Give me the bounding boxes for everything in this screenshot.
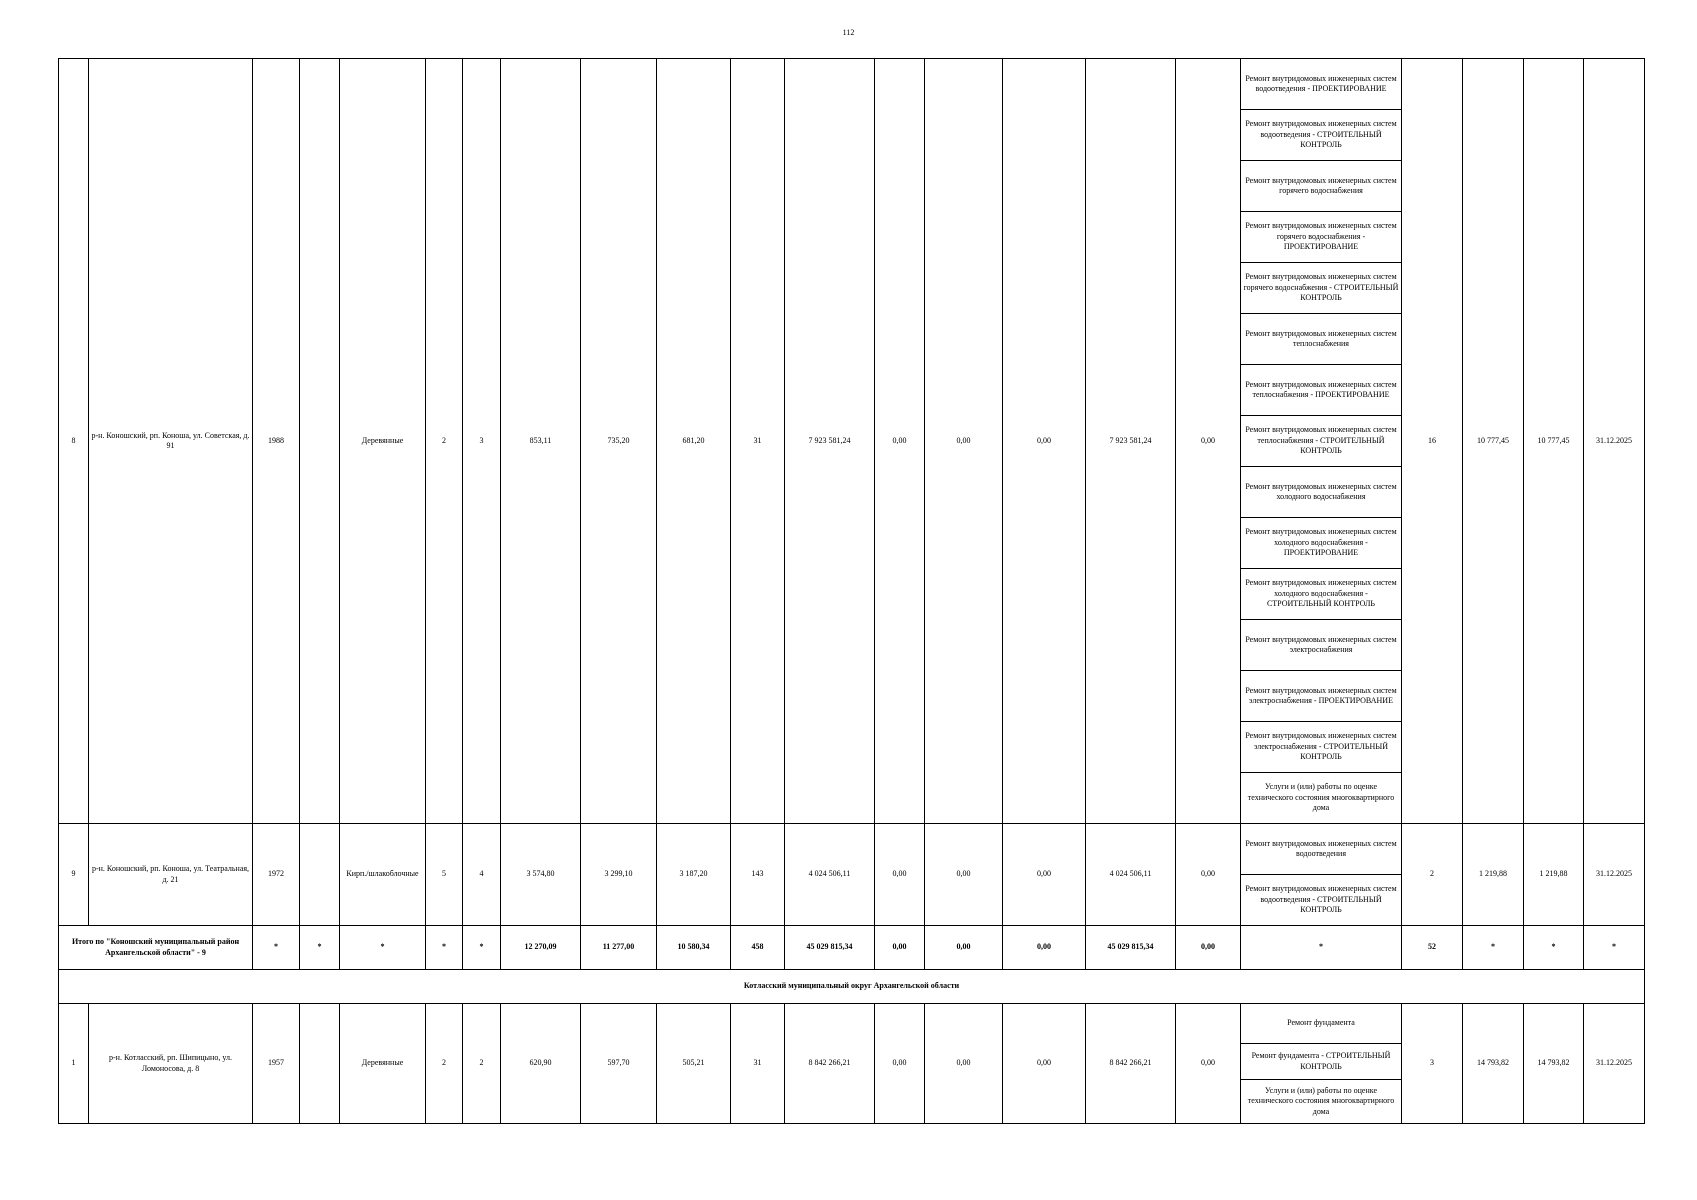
area-living-cell: 681,20	[657, 59, 731, 824]
work-item: Ремонт внутридомовых инженерных систем водоотведения - СТРОИТЕЛЬНЫЙ КОНТРОЛЬ	[1241, 875, 1402, 926]
total-area-total: 12 270,09	[501, 926, 581, 970]
works-count-cell: 3	[1402, 1004, 1463, 1124]
page-number: 112	[842, 28, 855, 37]
work-item: Ремонт внутридомовых инженерных систем электроснабжения - СТРОИТЕЛЬНЫЙ КОНТРОЛЬ	[1241, 722, 1402, 773]
floors-cell: 2	[426, 1004, 463, 1124]
work-item: Ремонт внутридомовых инженерных систем холодного водоснабжения - ПРОЕКТИРОВАНИЕ	[1241, 518, 1402, 569]
row-number: 1	[59, 1004, 89, 1124]
fund-local-cell: 0,00	[1003, 824, 1086, 926]
entrances-cell: 4	[463, 824, 501, 926]
area-total-cell: 620,90	[501, 1004, 581, 1124]
total-area-premises: 11 277,00	[581, 926, 657, 970]
cost-total-cell: 4 024 506,11	[785, 824, 875, 926]
total-fund-other: 0,00	[1176, 926, 1241, 970]
total-star: *	[1584, 926, 1645, 970]
fund-owners-cell: 4 024 506,11	[1086, 824, 1176, 926]
cost-total-cell: 7 923 581,24	[785, 59, 875, 824]
fund-other-cell: 0,00	[1176, 1004, 1241, 1124]
area-premises-cell: 735,20	[581, 59, 657, 824]
unit-cost-limit-cell: 14 793,82	[1524, 1004, 1584, 1124]
year2-cell	[300, 1004, 340, 1124]
fund-federal-cell: 0,00	[875, 1004, 925, 1124]
fund-federal-cell: 0,00	[875, 824, 925, 926]
total-star: *	[340, 926, 426, 970]
total-fund-regional: 0,00	[925, 926, 1003, 970]
deadline-cell: 31.12.2025	[1584, 824, 1645, 926]
work-item: Ремонт внутридомовых инженерных систем теплоснабжения - ПРОЕКТИРОВАНИЕ	[1241, 365, 1402, 416]
cost-total-cell: 8 842 266,21	[785, 1004, 875, 1124]
works-count-cell: 2	[1402, 824, 1463, 926]
fund-owners-cell: 8 842 266,21	[1086, 1004, 1176, 1124]
address-cell: р-н. Коношский, рп. Коноша, ул. Театральная, д. 21	[89, 824, 253, 926]
total-star: *	[426, 926, 463, 970]
area-total-cell: 853,11	[501, 59, 581, 824]
total-fund-owners: 45 029 815,34	[1086, 926, 1176, 970]
fund-regional-cell: 0,00	[925, 824, 1003, 926]
table-row	[59, 1004, 1645, 1044]
work-item: Ремонт внутридомовых инженерных систем водоотведения	[1241, 824, 1402, 875]
area-total-cell: 3 574,80	[501, 824, 581, 926]
area-living-cell: 505,21	[657, 1004, 731, 1124]
work-item: Ремонт фундамента - СТРОИТЕЛЬНЫЙ КОНТРОЛЬ	[1241, 1044, 1402, 1080]
residents-cell: 31	[731, 1004, 785, 1124]
capital-repair-table	[58, 58, 1645, 1124]
total-star: *	[253, 926, 300, 970]
register-sheet	[58, 58, 1645, 1124]
floors-cell: 5	[426, 824, 463, 926]
deadline-cell: 31.12.2025	[1584, 59, 1645, 824]
work-item: Ремонт внутридомовых инженерных систем электроснабжения	[1241, 620, 1402, 671]
year-cell: 1988	[253, 59, 300, 824]
deadline-cell: 31.12.2025	[1584, 1004, 1645, 1124]
total-star: *	[463, 926, 501, 970]
work-item: Ремонт фундамента	[1241, 1004, 1402, 1044]
total-row	[59, 926, 1645, 970]
row-number: 8	[59, 59, 89, 824]
total-works-count: 52	[1402, 926, 1463, 970]
fund-local-cell: 0,00	[1003, 59, 1086, 824]
unit-cost-cell: 1 219,88	[1463, 824, 1524, 926]
fund-local-cell: 0,00	[1003, 1004, 1086, 1124]
year2-cell	[300, 824, 340, 926]
work-item: Ремонт внутридомовых инженерных систем горячего водоснабжения	[1241, 161, 1402, 212]
year-cell: 1957	[253, 1004, 300, 1124]
total-label: Итого по "Коношский муниципальный район Архангельской области" - 9	[59, 926, 253, 970]
fund-regional-cell: 0,00	[925, 59, 1003, 824]
fund-federal-cell: 0,00	[875, 59, 925, 824]
unit-cost-limit-cell: 1 219,88	[1524, 824, 1584, 926]
total-fund-local: 0,00	[1003, 926, 1086, 970]
total-residents: 458	[731, 926, 785, 970]
total-fund-federal: 0,00	[875, 926, 925, 970]
work-item: Ремонт внутридомовых инженерных систем холодного водоснабжения	[1241, 467, 1402, 518]
work-item: Ремонт внутридомовых инженерных систем теплоснабжения - СТРОИТЕЛЬНЫЙ КОНТРОЛЬ	[1241, 416, 1402, 467]
work-item: Услуги и (или) работы по оценке технического состояния многоквартирного дома	[1241, 1080, 1402, 1124]
work-item: Ремонт внутридомовых инженерных систем горячего водоснабжения - СТРОИТЕЛЬНЫЙ КОНТРОЛЬ	[1241, 263, 1402, 314]
fund-regional-cell: 0,00	[925, 1004, 1003, 1124]
work-item: Ремонт внутридомовых инженерных систем горячего водоснабжения - ПРОЕКТИРОВАНИЕ	[1241, 212, 1402, 263]
residents-cell: 143	[731, 824, 785, 926]
total-star: *	[300, 926, 340, 970]
total-area-living: 10 580,34	[657, 926, 731, 970]
table-row	[59, 59, 1645, 110]
address-cell: р-н. Котласский, рп. Шипицыно, ул. Ломоносова, д. 8	[89, 1004, 253, 1124]
entrances-cell: 3	[463, 59, 501, 824]
fund-other-cell: 0,00	[1176, 59, 1241, 824]
area-premises-cell: 597,70	[581, 1004, 657, 1124]
area-premises-cell: 3 299,10	[581, 824, 657, 926]
work-item: Ремонт внутридомовых инженерных систем водоотведения - СТРОИТЕЛЬНЫЙ КОНТРОЛЬ	[1241, 110, 1402, 161]
work-item: Ремонт внутридомовых инженерных систем холодного водоснабжения - СТРОИТЕЛЬНЫЙ КОНТРОЛЬ	[1241, 569, 1402, 620]
area-living-cell: 3 187,20	[657, 824, 731, 926]
total-star: *	[1241, 926, 1402, 970]
row-number: 9	[59, 824, 89, 926]
year2-cell	[300, 59, 340, 824]
works-count-cell: 16	[1402, 59, 1463, 824]
fund-other-cell: 0,00	[1176, 824, 1241, 926]
table-row	[59, 824, 1645, 875]
region-header-row	[59, 970, 1645, 1004]
total-star: *	[1524, 926, 1584, 970]
total-cost: 45 029 815,34	[785, 926, 875, 970]
fund-owners-cell: 7 923 581,24	[1086, 59, 1176, 824]
unit-cost-cell: 10 777,45	[1463, 59, 1524, 824]
entrances-cell: 2	[463, 1004, 501, 1124]
year-cell: 1972	[253, 824, 300, 926]
work-item: Ремонт внутридомовых инженерных систем электроснабжения - ПРОЕКТИРОВАНИЕ	[1241, 671, 1402, 722]
wall-material-cell: Кирп./шлакоблочные	[340, 824, 426, 926]
work-item: Ремонт внутридомовых инженерных систем водоотведения - ПРОЕКТИРОВАНИЕ	[1241, 59, 1402, 110]
region-header: Котласский муниципальный округ Архангельской области	[59, 970, 1645, 1004]
residents-cell: 31	[731, 59, 785, 824]
unit-cost-cell: 14 793,82	[1463, 1004, 1524, 1124]
work-item: Услуги и (или) работы по оценке технического состояния многоквартирного дома	[1241, 773, 1402, 824]
unit-cost-limit-cell: 10 777,45	[1524, 59, 1584, 824]
wall-material-cell: Деревянные	[340, 59, 426, 824]
floors-cell: 2	[426, 59, 463, 824]
wall-material-cell: Деревянные	[340, 1004, 426, 1124]
address-cell: р-н. Коношский, рп. Коноша, ул. Советская, д. 91	[89, 59, 253, 824]
total-star: *	[1463, 926, 1524, 970]
work-item: Ремонт внутридомовых инженерных систем теплоснабжения	[1241, 314, 1402, 365]
